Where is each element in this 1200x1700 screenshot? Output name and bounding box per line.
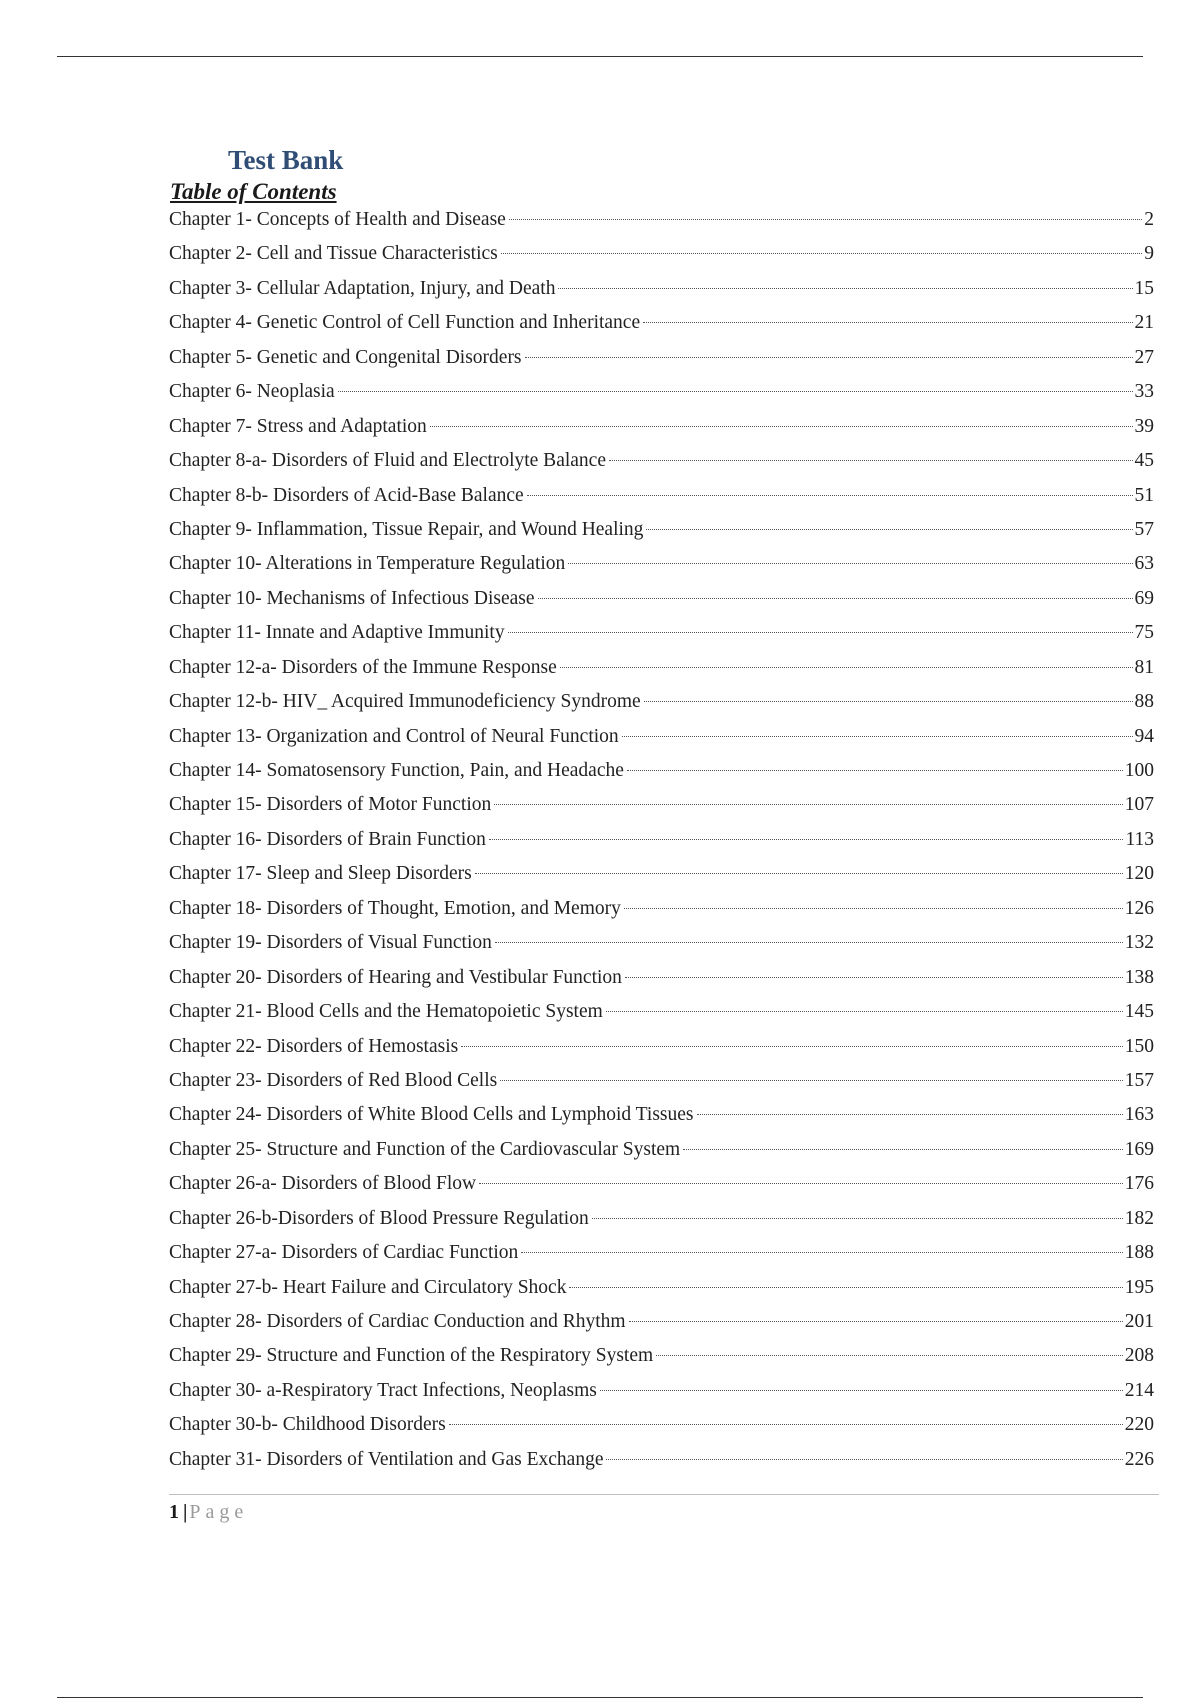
toc-entry-title: Chapter 4- Genetic Control of Cell Function and Inheritance [169, 312, 641, 334]
footer-page-number: 1 [169, 1501, 179, 1523]
toc-entry[interactable] [169, 445, 1154, 479]
toc-entry-title: Chapter 12-b- HIV_ Acquired Immunodeficiency Syndrome [169, 691, 641, 713]
toc-entry[interactable] [169, 376, 1154, 410]
toc-entry-page-number: 57 [1134, 518, 1154, 540]
toc-dot-leader [600, 1390, 1123, 1391]
toc-entry-page-number: 107 [1124, 794, 1154, 816]
toc-dot-leader [489, 839, 1124, 840]
toc-entry-page-number: 126 [1124, 897, 1154, 919]
toc-entry[interactable] [169, 1134, 1154, 1168]
toc-entry-title: Chapter 22- Disorders of Hemostasis [169, 1035, 459, 1057]
toc-entry[interactable] [169, 238, 1154, 272]
toc-entry[interactable] [169, 1099, 1154, 1133]
toc-dot-leader [521, 1252, 1122, 1253]
footer-separator: | [183, 1501, 188, 1523]
toc-entry-page-number: 145 [1124, 1001, 1154, 1023]
toc-entry-title: Chapter 21- Blood Cells and the Hematopoietic System [169, 1001, 603, 1023]
toc-dot-leader [644, 701, 1133, 702]
toc-entry-page-number: 88 [1134, 691, 1154, 713]
toc-entry-title: Chapter 11- Innate and Adaptive Immunity [169, 622, 505, 644]
toc-entry-title: Chapter 30- a-Respiratory Tract Infections, Neoplasms [169, 1379, 597, 1401]
toc-entry-page-number: 94 [1134, 725, 1154, 747]
toc-dot-leader [683, 1149, 1123, 1150]
toc-entry[interactable] [169, 583, 1154, 617]
toc-entry-title: Chapter 26-a- Disorders of Blood Flow [169, 1173, 477, 1195]
toc-entry[interactable] [169, 342, 1154, 376]
toc-entry-title: Chapter 30-b- Childhood Disorders [169, 1414, 446, 1436]
toc-entry[interactable] [169, 755, 1154, 789]
toc-entry-title: Chapter 7- Stress and Adaptation [169, 415, 427, 437]
toc-entry-title: Chapter 18- Disorders of Thought, Emotion, and Memory [169, 897, 621, 919]
toc-entry-page-number: 182 [1124, 1207, 1154, 1229]
footer-page-label: Page [189, 1501, 249, 1523]
toc-entry[interactable] [169, 927, 1154, 961]
toc-entry-page-number: 51 [1134, 484, 1154, 506]
toc-dot-leader [627, 770, 1123, 771]
toc-entry-title: Chapter 27-a- Disorders of Cardiac Function [169, 1242, 519, 1264]
toc-entry-title: Chapter 17- Sleep and Sleep Disorders [169, 863, 472, 885]
toc-entry-page-number: 15 [1134, 277, 1154, 299]
toc-entry-title: Chapter 12-a- Disorders of the Immune Response [169, 656, 557, 678]
page-top-rule [57, 56, 1143, 57]
toc-dot-leader [558, 288, 1132, 289]
toc-entry-title: Chapter 25- Structure and Function of the Cardiovascular System [169, 1138, 681, 1160]
toc-entry-title: Chapter 27-b- Heart Failure and Circulatory Shock [169, 1276, 567, 1298]
footer-rule [169, 1494, 1159, 1495]
toc-dot-leader [479, 1183, 1123, 1184]
toc-entry-page-number: 157 [1124, 1069, 1154, 1091]
toc-entry-title: Chapter 26-b-Disorders of Blood Pressure Regulation [169, 1207, 589, 1229]
toc-dot-leader [475, 873, 1123, 874]
toc-entry-page-number: 201 [1124, 1311, 1154, 1332]
toc-entry-title: Chapter 29- Structure and Function of the Respiratory System [169, 1345, 654, 1367]
toc-entry-page-number: 208 [1124, 1345, 1154, 1367]
toc-dot-leader [500, 1080, 1123, 1081]
toc-dot-leader [643, 322, 1132, 323]
toc-entry-title: Chapter 1- Concepts of Health and Disease [169, 209, 506, 230]
toc-entry[interactable] [169, 411, 1154, 445]
toc-entry[interactable] [169, 1409, 1154, 1443]
toc-dot-leader [697, 1114, 1123, 1115]
toc-dot-leader [430, 426, 1133, 427]
toc-entry-title: Chapter 6- Neoplasia [169, 381, 335, 403]
toc-entry-page-number: 113 [1125, 828, 1154, 850]
toc-entry-title: Chapter 28- Disorders of Cardiac Conduction and Rhythm [169, 1311, 626, 1332]
toc-dot-leader [569, 1287, 1122, 1288]
toc-entry[interactable] [169, 514, 1154, 548]
toc-dot-leader [606, 1011, 1123, 1012]
toc-dot-leader [622, 736, 1133, 737]
toc-entry-page-number: 75 [1134, 622, 1154, 644]
toc-entry-page-number: 214 [1124, 1379, 1154, 1401]
toc-entry-title: Chapter 13- Organization and Control of Neural Function [169, 725, 619, 747]
toc-dot-leader [606, 1459, 1122, 1460]
toc-dot-leader [495, 942, 1123, 943]
toc-entry-page-number: 9 [1144, 243, 1154, 265]
toc-entry-page-number: 150 [1124, 1035, 1154, 1057]
toc-entry-title: Chapter 8-a- Disorders of Fluid and Electrolyte Balance [169, 450, 606, 472]
toc-dot-leader [509, 219, 1142, 220]
toc-entry-title: Chapter 8-b- Disorders of Acid-Base Balance [169, 484, 524, 506]
toc-dot-leader [538, 598, 1133, 599]
toc-entry[interactable] [169, 1375, 1154, 1409]
toc-entry-page-number: 176 [1124, 1173, 1154, 1195]
toc-entry-page-number: 188 [1124, 1242, 1154, 1264]
toc-entry-title: Chapter 14- Somatosensory Function, Pain, and Headache [169, 760, 624, 781]
toc-entry[interactable] [169, 686, 1154, 720]
toc-entry[interactable] [169, 617, 1154, 651]
toc-entry[interactable] [169, 996, 1154, 1030]
toc-entry-title: Chapter 15- Disorders of Motor Function [169, 794, 492, 816]
toc-entry-title: Chapter 16- Disorders of Brain Function [169, 828, 486, 850]
table-of-contents [169, 204, 1154, 1478]
toc-entry-page-number: 100 [1124, 760, 1154, 781]
toc-entry[interactable] [169, 893, 1154, 927]
toc-entry-title: Chapter 19- Disorders of Visual Function [169, 932, 492, 954]
toc-entry-page-number: 27 [1134, 346, 1154, 368]
toc-entry-title: Chapter 20- Disorders of Hearing and Vestibular Function [169, 966, 622, 988]
toc-entry[interactable] [169, 548, 1154, 582]
toc-entry-page-number: 2 [1144, 209, 1154, 230]
toc-dot-leader [624, 908, 1123, 909]
toc-entry[interactable] [169, 1168, 1154, 1202]
toc-entry[interactable] [169, 273, 1154, 307]
toc-entry[interactable] [169, 480, 1154, 514]
toc-entry-page-number: 120 [1124, 863, 1154, 885]
page-bottom-rule [57, 1697, 1143, 1698]
toc-entry-page-number: 163 [1124, 1104, 1154, 1126]
toc-entry[interactable] [169, 1065, 1154, 1099]
toc-entry[interactable] [169, 721, 1154, 755]
toc-dot-leader [568, 563, 1132, 564]
toc-dot-leader [646, 529, 1132, 530]
toc-entry-title: Chapter 24- Disorders of White Blood Cells and Lymphoid Tissues [169, 1104, 694, 1126]
toc-entry[interactable] [169, 1340, 1154, 1374]
toc-entry[interactable] [169, 204, 1154, 238]
toc-heading: Table of Contents [170, 179, 337, 204]
toc-entry[interactable] [169, 1272, 1154, 1306]
toc-dot-leader [609, 460, 1133, 461]
toc-entry-page-number: 69 [1134, 587, 1154, 609]
toc-entry-page-number: 81 [1134, 656, 1154, 678]
toc-entry-title: Chapter 23- Disorders of Red Blood Cells [169, 1069, 498, 1091]
toc-entry[interactable] [169, 1203, 1154, 1237]
toc-dot-leader [560, 667, 1133, 668]
toc-entry-page-number: 169 [1124, 1138, 1154, 1160]
toc-dot-leader [527, 495, 1133, 496]
toc-entry-page-number: 21 [1134, 312, 1154, 334]
toc-entry[interactable] [169, 858, 1154, 892]
toc-dot-leader [449, 1424, 1123, 1425]
toc-entry-page-number: 45 [1134, 450, 1154, 472]
toc-entry-page-number: 226 [1124, 1448, 1154, 1470]
toc-entry-page-number: 63 [1134, 553, 1154, 575]
toc-dot-leader [501, 253, 1143, 254]
toc-entry-page-number: 220 [1124, 1414, 1154, 1436]
toc-dot-leader [656, 1355, 1123, 1356]
toc-entry[interactable] [169, 962, 1154, 996]
toc-dot-leader [629, 1321, 1123, 1322]
toc-entry-page-number: 39 [1134, 415, 1154, 437]
toc-entry-page-number: 33 [1134, 381, 1154, 403]
toc-dot-leader [625, 977, 1123, 978]
toc-entry-page-number: 138 [1124, 966, 1154, 988]
toc-entry-title: Chapter 10- Mechanisms of Infectious Disease [169, 587, 535, 609]
toc-entry[interactable] [169, 1306, 1154, 1340]
toc-entry[interactable] [169, 1031, 1154, 1065]
toc-entry[interactable] [169, 824, 1154, 858]
toc-entry-title: Chapter 3- Cellular Adaptation, Injury, and Death [169, 277, 556, 299]
toc-dot-leader [525, 357, 1133, 358]
toc-entry-title: Chapter 10- Alterations in Temperature Regulation [169, 553, 566, 575]
toc-entry[interactable] [169, 307, 1154, 341]
toc-dot-leader [494, 804, 1123, 805]
toc-entry-page-number: 132 [1124, 932, 1154, 954]
toc-entry[interactable] [169, 1444, 1154, 1478]
document-title: Test Bank [228, 145, 344, 175]
toc-entry-page-number: 195 [1124, 1276, 1154, 1298]
toc-entry-title: Chapter 9- Inflammation, Tissue Repair, and Wound Healing [169, 518, 644, 540]
toc-dot-leader [508, 632, 1133, 633]
page-footer [169, 1497, 248, 1527]
toc-entry[interactable] [169, 1237, 1154, 1271]
toc-entry-title: Chapter 31- Disorders of Ventilation and Gas Exchange [169, 1448, 604, 1470]
toc-entry-title: Chapter 2- Cell and Tissue Characteristics [169, 243, 498, 265]
toc-entry-title: Chapter 5- Genetic and Congenital Disorders [169, 346, 522, 368]
toc-dot-leader [461, 1046, 1123, 1047]
toc-dot-leader [338, 391, 1133, 392]
toc-entry[interactable] [169, 789, 1154, 823]
toc-dot-leader [592, 1218, 1123, 1219]
toc-entry[interactable] [169, 652, 1154, 686]
